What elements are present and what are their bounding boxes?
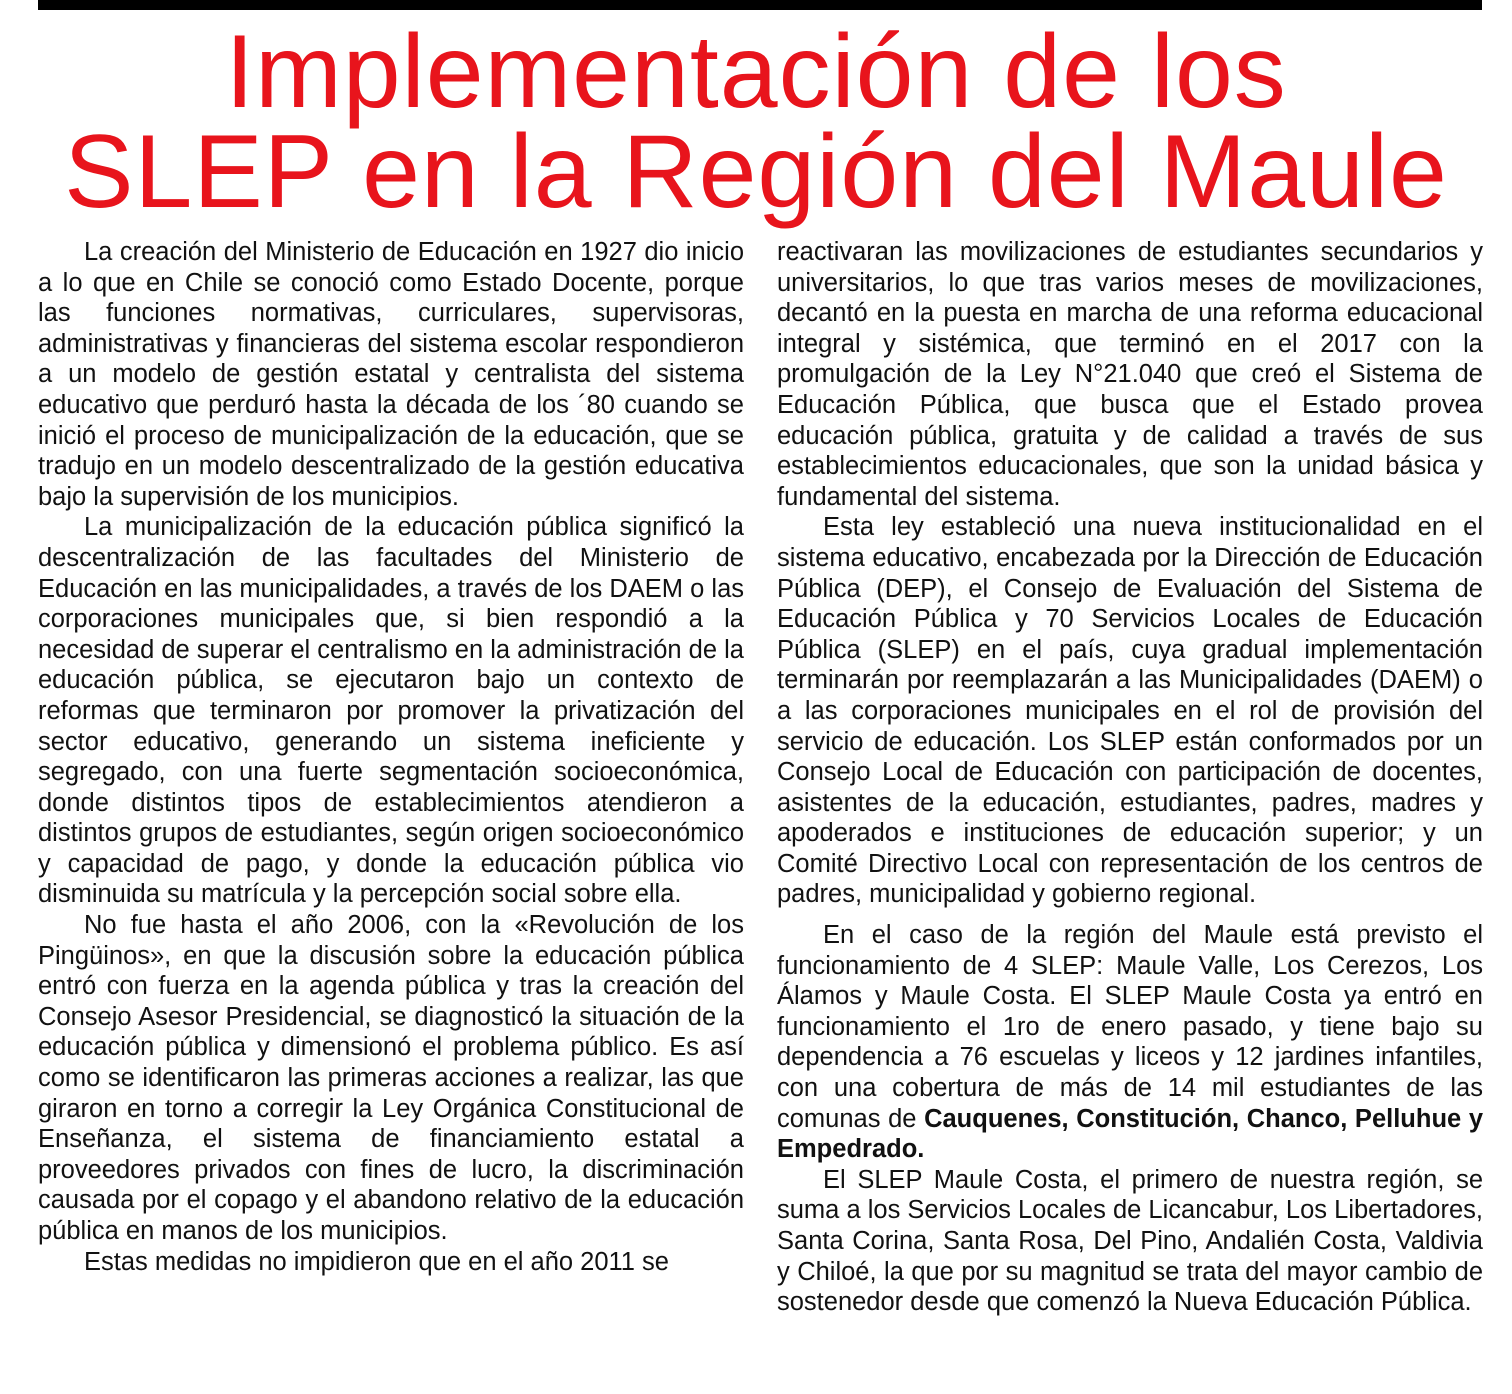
paragraph-2: La municipalización de la educación pública significó la descentralización de las facultades del Ministerio de Educación en las municipalidades, a través de los DAEM o las corporaciones municipales que, si bien respondió a la necesidad de superar el centralismo en la administración de la educación pública, se ejecutaron bajo un contexto de reformas que terminaron por promover la privatización del sector educativo, generando un sistema ineficiente y segregado, con una fuerte segmentación socioeconómica, donde distintos tipos de establecimientos atendieron a distintos grupos de estudiantes, según origen socioeconómico y capacidad de pago, y donde la educación pública vio disminuida su matrícula y la percepción social sobre ella. xyxy=(38,513,744,909)
paragraph-1: La creación del Ministerio de Educación en 1927 dio inicio a lo que en Chile se conoció como Estado Docente, porque las funciones normativas, curriculares, supervisoras, administrativas y financieras del sistema escolar respondieron a un modelo de gestión estatal y centralista del sistema educativo que perduró hasta la década de los ´80 cuando se inició el proceso de municipalización de la educación, que se tradujo en un modelo descentralizado de la gestión educativa bajo la supervisión de los municipios. xyxy=(38,238,744,511)
headline-line-2: SLEP en la Región del Maule xyxy=(64,114,1448,230)
paragraph-6 xyxy=(777,920,1483,1165)
paragraph-3: No fue hasta el año 2006, con la «Revolución de los Pingüinos», en que la discusión sobre la educación pública entró con fuerza en la agenda pública y tras la creación del Consejo Asesor Presidencial, se diagnosticó la situación de la educación pública y dimensionó el problema público. Es así como se identificaron las primeras acciones a realizar, las que giraron en torno a corregir la Ley Orgánica Constitucional de Enseñanza, el sistema de financiamiento estatal a proveedores privados con fines de lucro, la discriminación causada por el copago y el abandono relativo de la educación pública en manos de los municipios. xyxy=(38,911,744,1245)
paragraph-4-continued: reactivaran las movilizaciones de estudiantes secundarios y universitarios, lo que tras varios meses de movilizaciones, decantó en la puesta en marcha de una reforma educacional integral y sistémica, que terminó en el 2017 con la promulgación de la Ley N°21.040 que creó el Sistema de Educación Pública, que busca que el Estado provea educación pública, gratuita y de calidad a través de sus establecimientos educacionales, que son la unidad básica y fundamental del sistema. xyxy=(777,238,1483,511)
paragraph-6-text: En el caso de la región del Maule está previsto el funcionamiento de 4 SLEP: Maule Valle, Los Cerezos, Los Álamos y Maule Costa. El SLEP Maule Costa ya entró en funcionamiento el 1ro de enero pasado, y tiene bajo su dependencia a 76 escuelas y liceos y 12 jardines infantiles, con una cobertura de más de 14 mil estudiantes de las comunas de xyxy=(777,921,1483,1133)
paragraph-4: Estas medidas no impidieron que en el año 2011 se xyxy=(84,1247,669,1276)
paragraph-7: El SLEP Maule Costa, el primero de nuestra región, se suma a los Servicios Locales de Licancabur, Los Libertadores, Santa Corina, Santa Rosa, Del Pino, Andalién Costa, Valdivia y Chiloé, la que por su magnitud se trata del mayor cambio de sostenedor desde que comenzó la Nueva Educación Pública. xyxy=(777,1165,1483,1317)
left-column xyxy=(38,237,744,1277)
top-rule xyxy=(38,0,1482,10)
right-column xyxy=(777,237,1483,1318)
paragraph-5: Esta ley estableció una nueva institucionalidad en el sistema educativo, encabezada por la Dirección de Educación Pública (DEP), el Consejo de Evaluación del Sistema de Educación Pública y 70 Servicios Locales de Educación Pública (SLEP) en el país, cuya gradual implementación terminarán por reemplazarán a las Municipalidades (DAEM) o a las corporaciones municipales en el rol de provisión del servicio de educación. Los SLEP están conformados por un Consejo Local de Educación con participación de docentes, asistentes de la educación, estudiantes, padres, madres y apoderados e instituciones de educación superior; y un Comité Directivo Local con representación de los centros de padres, municipalidad y gobierno regional. xyxy=(777,513,1483,909)
headline-line-1: Implementación de los xyxy=(225,14,1287,130)
headline xyxy=(0,14,1512,230)
communes-list: Cauquenes, Constitución, Chanco, Pelluhue y Empedrado. xyxy=(777,1104,1483,1164)
